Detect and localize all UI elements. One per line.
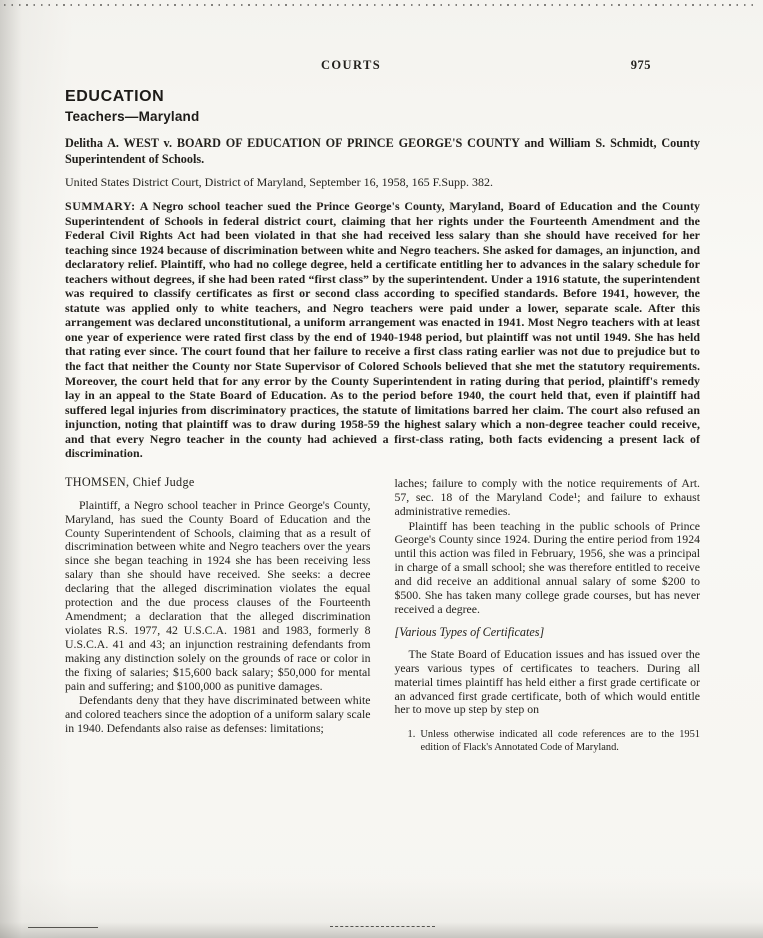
opinion-columns [65,476,700,754]
page-content [65,88,700,754]
summary-text: A Negro school teacher sued the Prince George's County, Maryland, Board of Education and the County Superintendent of Schools in federal district court, claiming that her rights under the Fourteenth Amendment and the Federal Civil Rights Act had been violated in that she had received less salary than she should have received for her teaching since 1924 because of discrimination between white and Negro teachers. She asked for damages, an injunction, and declaratory relief. Plaintiff, who had no college degree, held a certificate entitling her to advances in the salary schedule for teachers without degrees, if she had been rated “first class” by the superintendent. Under a 1916 statute, the superintendent was required to classify certificates as first or second class according to specified standards. Before 1941, however, the statute was applied only to white teachers, and Negro teachers were paid under a lower, separate scale. After this arrangement was declared unconstitutional, a uniform arrangement was enacted in 1941. Most Negro teachers with at least one year of experience were rated first class by the end of 1940-1948 period, but plaintiff was not until 1949. She has held that rating ever since. The court found that her failure to receive a first class rating earlier was not due to prejudice but to the fact that neither the County nor State Supervisor of Colored Schools believed that she met the statutory requirements. Moreover, the court held that for any error by the County Superintendent in rating during that period, plaintiff's remedy lay in an appeal to the State Board of Education. As to the period before 1940, the court held that, even if plaintiff had suffered legal injuries from discriminatory practices, the statute of limitations barred her claim. The court also refused an injunction, noting that plaintiff was to draw during 1958-59 the highest salary which a non-degree teacher could receive, and that every Negro teacher in the county had achieved a first-class rating, both facts evidencing a present lack of discrimination. [65,199,700,461]
case-citation: United States District Court, District of Maryland, September 16, 1958, 165 F.Supp. 382. [65,175,493,189]
summary-label: SUMMARY: [65,199,136,213]
bottom-rule-left [28,927,98,928]
left-column [65,476,371,754]
section-heading-certificates: [Various Types of Certificates] [394,624,545,639]
opinion-paragraph-left-2: Defendants deny that they have discriminated between white and colored teachers since the adoption of a uniform salary scale in 1940. Defendants also raise as defenses: limitations; [65,693,371,736]
running-header-title: COURTS [321,58,382,72]
subcategory-heading: Teachers—Maryland [65,109,200,124]
opinion-paragraph-right-2: Plaintiff has been teaching in the public schools of Prince George's County since 1924. During the entire period from 1924 until this action was filed in February, 1956, she was a principal in charge of a small school; she was therefore entitled to receive and did receive an additional annual salary of some $200 to $500. She has taken many college grade courses, but has never received a degree. [394,518,700,616]
right-column [395,476,701,754]
category-heading: EDUCATION [65,88,165,105]
running-header [65,58,700,74]
bottom-rules [0,924,763,930]
judge-line: THOMSEN, Chief Judge [65,474,195,489]
top-dotted-line [4,4,759,6]
opinion-paragraph-right-3: The State Board of Education issues and has issued over the years various types of certificates to teachers. During all material times plaintiff has held either a first grade certificate or an advanced first grade certificate, both of which would entitle her to move up step by step on [394,646,700,717]
opinion-paragraph-left-1: Plaintiff, a Negro school teacher in Prince George's County, Maryland, has sued the County Board of Education and the County Superintendent of Schools, claiming that as a result of discrimination between white and Negro teachers over the years since she began teaching in 1924 she has been receiving less salary than she should have received. She seeks: a decree declaring that the alleged discrimination violates the equal protection and the due process clauses of the Fourteenth Amendment; a declaration that the alleged discrimination violates R.S. 1977, 42 U.S.C.A. 1981 and 1983, formerly 8 U.S.C.A. 41 and 43; an injunction restraining defendants from making any distinction solely on the grounds of race or color in the fixing of salaries; $15,600 back salary; $50,000 for mental pain and suffering; and $100,000 as punitive damages. [65,497,371,693]
page-number: 975 [630,58,651,72]
bottom-rule-center [330,926,435,927]
opinion-paragraph-right-1: laches; failure to comply with the notice requirements of Art. 57, sec. 18 of the Maryland Code¹; and failure to exhaust administrative remedies. [394,475,700,518]
case-title: Delitha A. WEST v. BOARD OF EDUCATION OF PRINCE GEORGE'S COUNTY and William S. Schmidt, County Superintendent of Schools. [65,136,700,166]
footnote: 1. Unless otherwise indicated all code references are to the 1951 edition of Flack's Annotated Code of Maryland. [407,729,700,753]
case-summary [65,199,700,461]
